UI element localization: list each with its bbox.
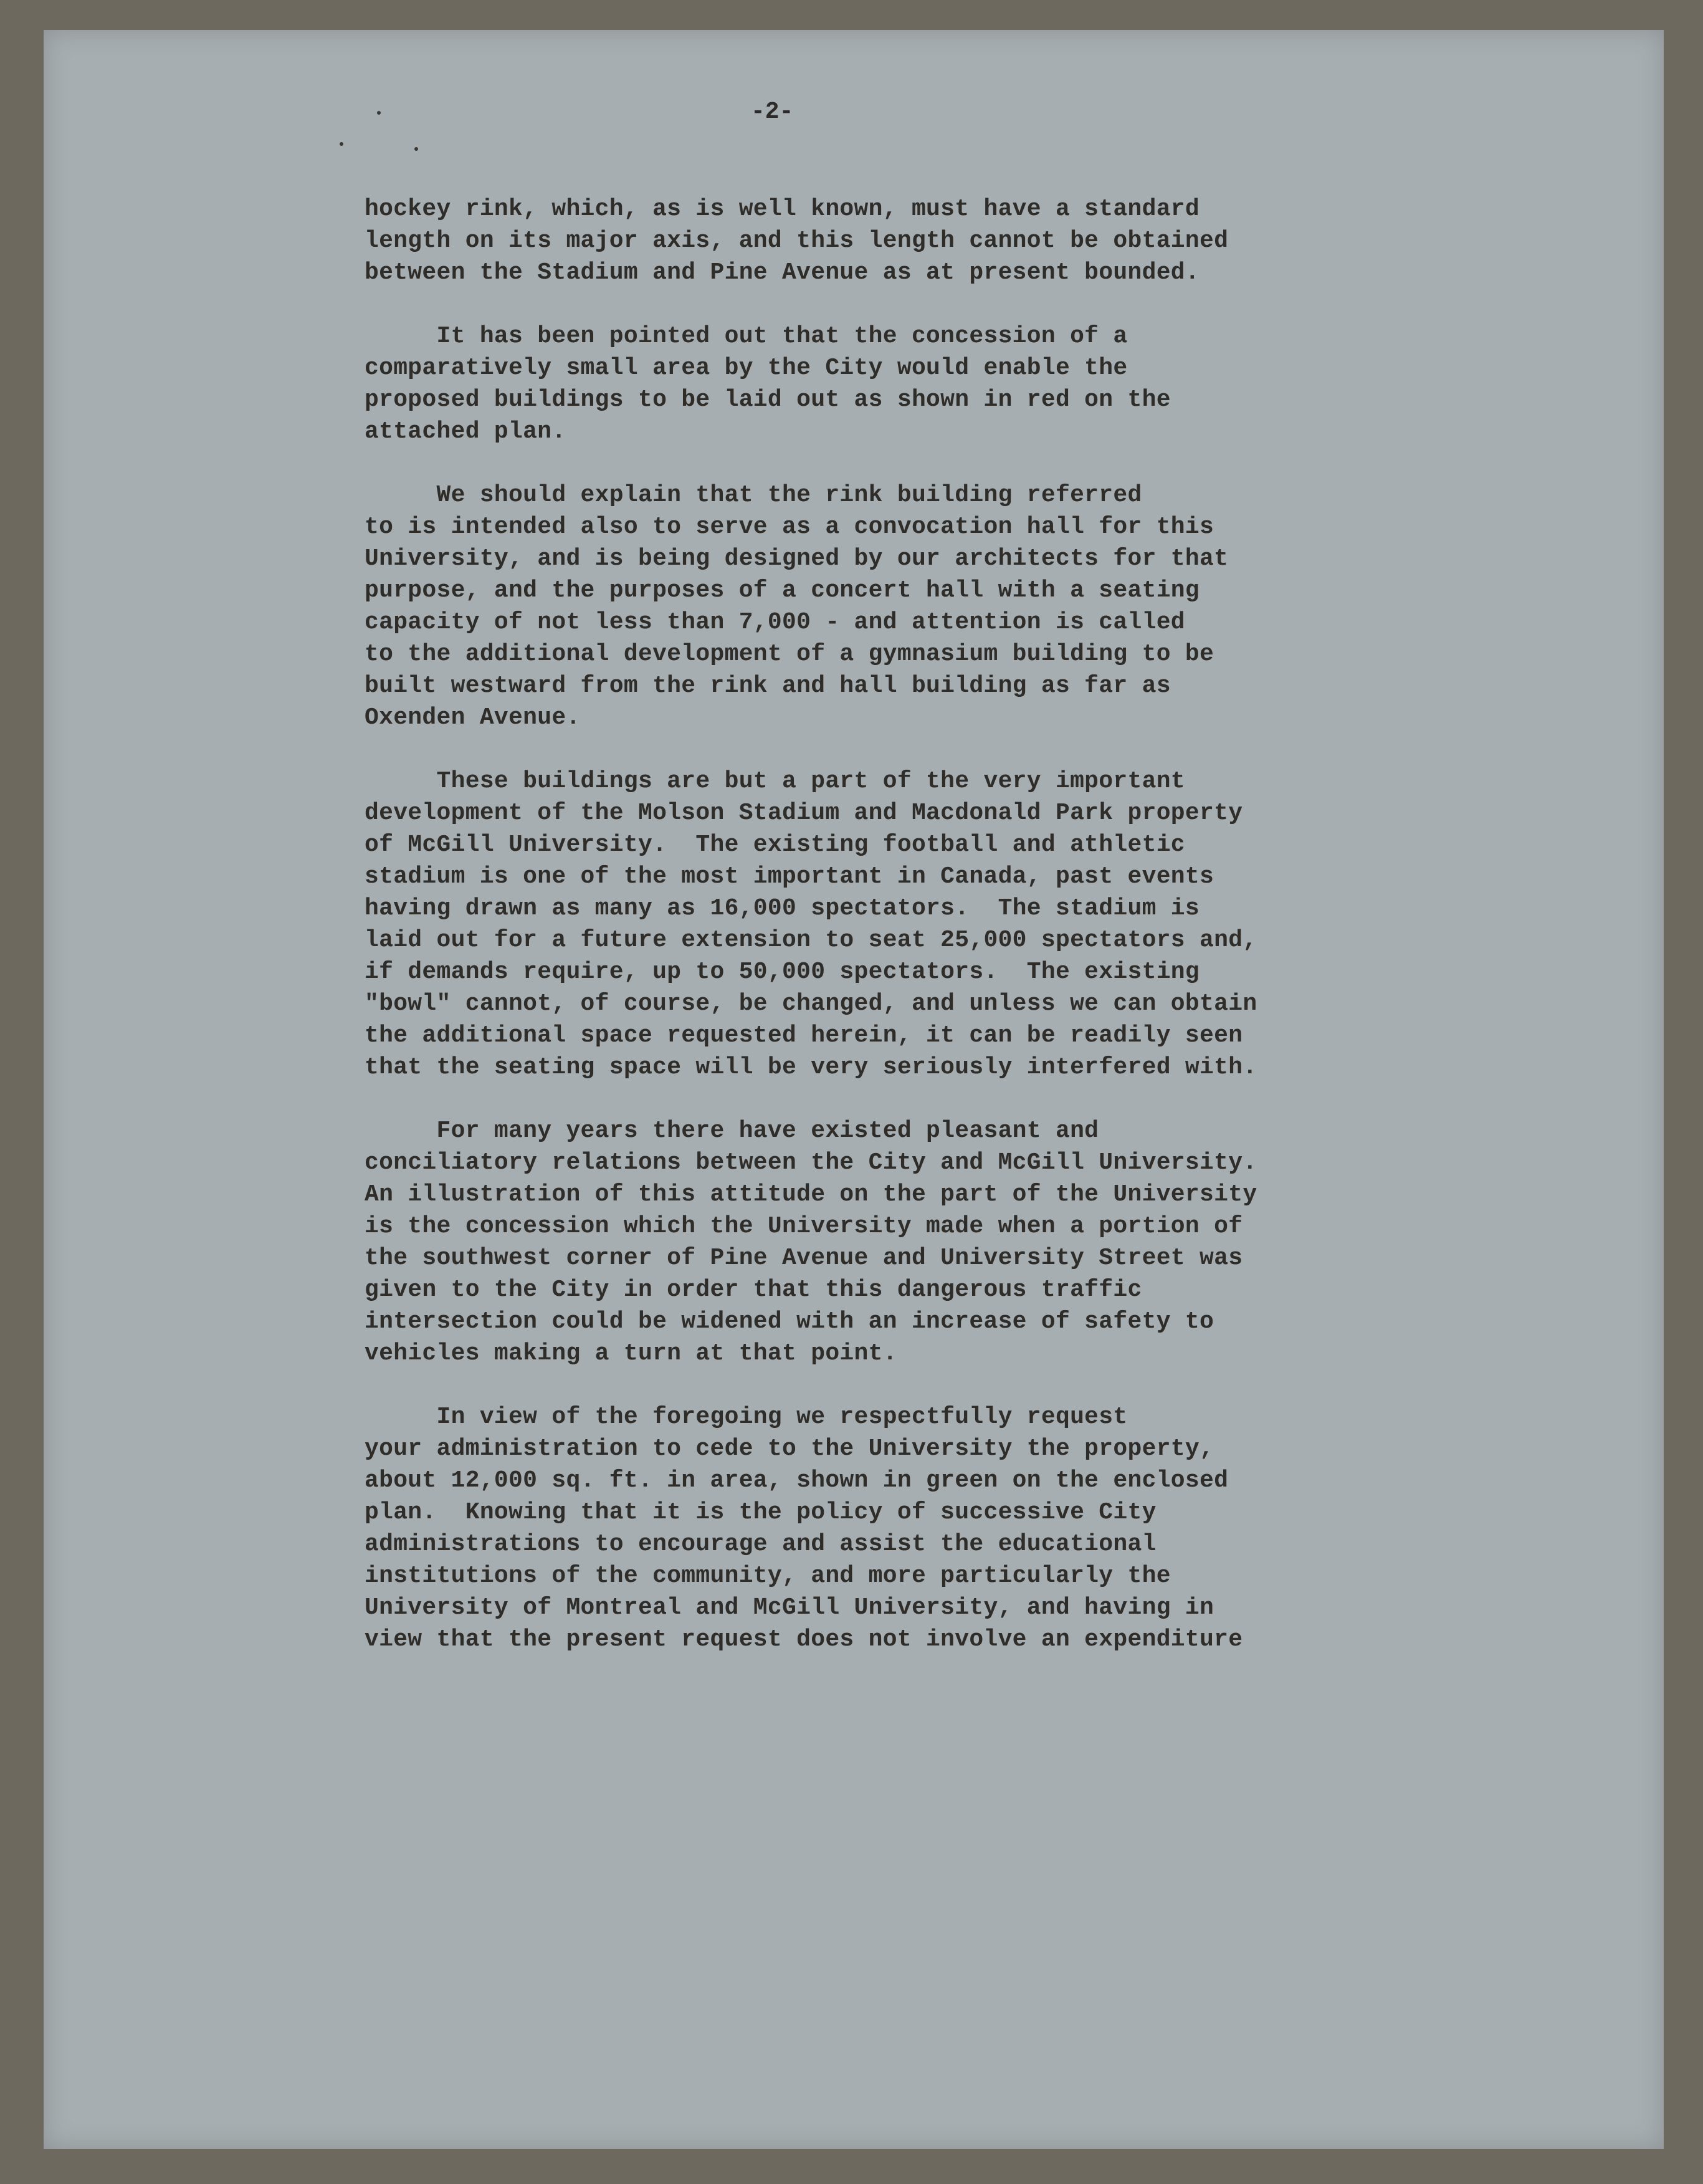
text-line: intersection could be widened with an increase of safety to xyxy=(365,1308,1214,1335)
text-line: hockey rink, which, as is well known, must have a standard xyxy=(365,196,1200,223)
text-line: University, and is being designed by our architects for that xyxy=(365,545,1229,572)
text-line: built westward from the rink and hall building as far as xyxy=(365,673,1171,699)
paragraph xyxy=(365,320,1411,448)
text-line: laid out for a future extension to seat 25,000 spectators and, xyxy=(365,927,1257,954)
text-line: given to the City in order that this dangerous traffic xyxy=(365,1276,1142,1303)
text-line: between the Stadium and Pine Avenue as at present bounded. xyxy=(365,259,1200,286)
text-line: vehicles making a turn at that point. xyxy=(365,1340,897,1367)
paragraph xyxy=(365,1401,1411,1655)
text-line: It has been pointed out that the concession of a xyxy=(365,323,1128,350)
text-line: attached plan. xyxy=(365,418,566,445)
text-line: if demands require, up to 50,000 spectators. The existing xyxy=(365,959,1200,985)
paragraph xyxy=(365,765,1411,1083)
text-line: These buildings are but a part of the very important xyxy=(365,768,1185,795)
stray-mark xyxy=(340,142,343,146)
paragraph xyxy=(365,193,1411,289)
text-line: that the seating space will be very seriously interfered with. xyxy=(365,1054,1257,1081)
text-line: Oxenden Avenue. xyxy=(365,704,581,731)
stray-mark xyxy=(377,111,381,115)
text-line: capacity of not less than 7,000 - and attention is called xyxy=(365,609,1185,636)
text-line: about 12,000 sq. ft. in area, shown in green on the enclosed xyxy=(365,1467,1229,1494)
text-line: "bowl" cannot, of course, be changed, and unless we can obtain xyxy=(365,990,1257,1017)
text-line: to is intended also to serve as a convocation hall for this xyxy=(365,514,1214,540)
text-line: purpose, and the purposes of a concert hall with a seating xyxy=(365,577,1200,604)
text-line: the additional space requested herein, it can be readily seen xyxy=(365,1022,1243,1049)
document-page xyxy=(44,30,1664,2149)
text-line: comparatively small area by the City would enable the xyxy=(365,355,1128,381)
text-line: We should explain that the rink building referred xyxy=(365,482,1142,509)
text-line: having drawn as many as 16,000 spectators. The stadium is xyxy=(365,895,1200,922)
text-line: of McGill University. The existing football and athletic xyxy=(365,831,1185,858)
text-line: stadium is one of the most important in Canada, past events xyxy=(365,863,1214,890)
text-line: administrations to encourage and assist the educational xyxy=(365,1531,1157,1558)
text-line: University of Montreal and McGill University, and having in xyxy=(365,1594,1214,1621)
paragraph xyxy=(365,1115,1411,1369)
text-line: to the additional development of a gymnasium building to be xyxy=(365,641,1214,668)
text-line: view that the present request does not involve an expenditure xyxy=(365,1626,1243,1653)
page-number: -2- xyxy=(751,98,794,125)
stray-mark xyxy=(414,147,418,151)
text-line: is the concession which the University made when a portion of xyxy=(365,1213,1243,1240)
text-line: An illustration of this attitude on the part of the University xyxy=(365,1181,1257,1208)
text-line: For many years there have existed pleasant and xyxy=(365,1118,1099,1144)
text-line: length on its major axis, and this length cannot be obtained xyxy=(365,228,1229,254)
text-line: institutions of the community, and more particularly the xyxy=(365,1563,1171,1589)
text-line: proposed buildings to be laid out as shown in red on the xyxy=(365,386,1171,413)
text-line: development of the Molson Stadium and Macdonald Park property xyxy=(365,800,1243,826)
text-line: In view of the foregoing we respectfully request xyxy=(365,1404,1128,1430)
text-line: the southwest corner of Pine Avenue and University Street was xyxy=(365,1245,1243,1272)
text-line: your administration to cede to the University the property, xyxy=(365,1435,1214,1462)
paragraph xyxy=(365,479,1411,734)
text-line: plan. Knowing that it is the policy of successive City xyxy=(365,1499,1157,1526)
text-line: conciliatory relations between the City and McGill University. xyxy=(365,1149,1257,1176)
letter-body xyxy=(365,193,1411,1687)
